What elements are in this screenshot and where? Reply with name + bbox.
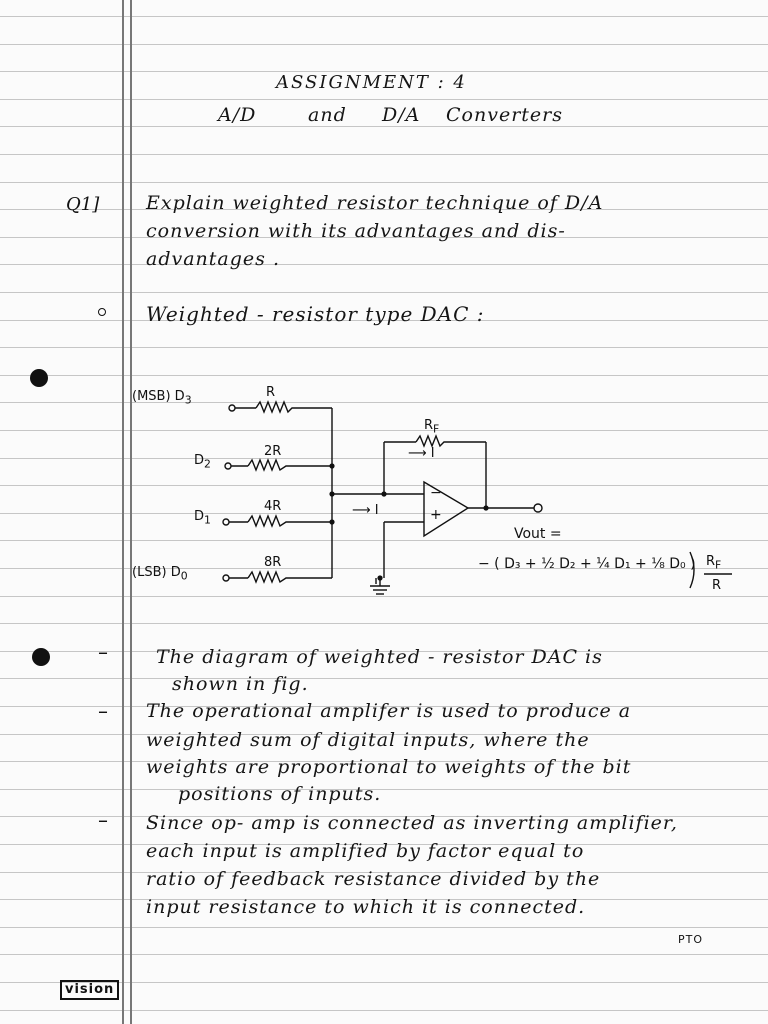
label-current-input: ⟶ I xyxy=(352,503,379,518)
label-noninverting: + xyxy=(430,507,442,523)
label-2r: 2R xyxy=(264,444,282,459)
vout-formula: − ( D₃ + ½ D₂ + ¼ D₁ + ⅛ D₀ ) xyxy=(478,556,696,572)
question-line-3: advantages . xyxy=(146,248,280,270)
note-2-line-3: weights are proportional to weights of the bit xyxy=(146,756,632,778)
question-label: Q1] xyxy=(66,194,100,215)
note-3-line-1: Since op- amp is connected as inverting amplifier, xyxy=(146,812,678,834)
note-1-line-2: shown in fig. xyxy=(172,673,309,695)
note-2-line-1: The operational amplifer is used to produce a xyxy=(146,700,632,722)
label-r: R xyxy=(266,385,276,400)
title-and: and xyxy=(308,104,347,126)
resistor-r-d3 xyxy=(256,402,332,412)
note-3-dash: – xyxy=(98,808,108,832)
note-1-line-1: The diagram of weighted - resistor DAC is xyxy=(156,646,603,668)
label-rf: $R_F$ xyxy=(424,418,440,436)
title-da: D/A xyxy=(382,104,421,126)
notebook-brand-logo: vision xyxy=(60,980,119,1000)
section-heading: Weighted - resistor type DAC : xyxy=(146,302,485,326)
label-inverting: − xyxy=(430,485,442,501)
question-line-1: Explain weighted resistor technique of D/A xyxy=(146,192,604,214)
question-line-2: conversion with its advantages and dis- xyxy=(146,220,566,242)
label-current-feedback: ⟶ I xyxy=(408,446,435,461)
note-3-line-3: ratio of feedback resistance divided by the xyxy=(146,868,601,890)
note-2-dash: – xyxy=(98,699,108,723)
note-2-line-2: weighted sum of digital inputs, where the xyxy=(146,729,590,751)
label-d2: $D_2$ xyxy=(194,453,211,471)
label-d1: $D_1$ xyxy=(194,509,211,527)
resistor-8r-d0 xyxy=(248,572,332,582)
label-vout: Vout = xyxy=(514,526,562,542)
note-3-line-4: input resistance to which it is connected. xyxy=(146,896,586,918)
title-ad: A/D xyxy=(218,104,257,126)
note-2-line-4: positions of inputs. xyxy=(178,783,382,805)
label-4r: 4R xyxy=(264,499,282,514)
resistor-2r-d2 xyxy=(248,460,332,470)
title-converters: Converters xyxy=(446,104,563,126)
note-3-line-2: each input is amplified by factor equal to xyxy=(146,840,585,862)
label-lsb-d0: (LSB) $D_0$ xyxy=(132,565,188,583)
label-msb-d3: (MSB) $D_3$ xyxy=(132,389,192,407)
resistor-rf xyxy=(416,436,486,446)
assignment-heading: ASSIGNMENT : 4 xyxy=(276,72,467,93)
label-8r: 8R xyxy=(264,555,282,570)
formula-denominator: R xyxy=(712,578,722,593)
pto-note: PTO xyxy=(678,933,704,946)
formula-numerator: $R_F$ xyxy=(706,554,722,572)
note-1-dash: – xyxy=(98,640,108,664)
resistor-4r-d1 xyxy=(248,516,332,526)
